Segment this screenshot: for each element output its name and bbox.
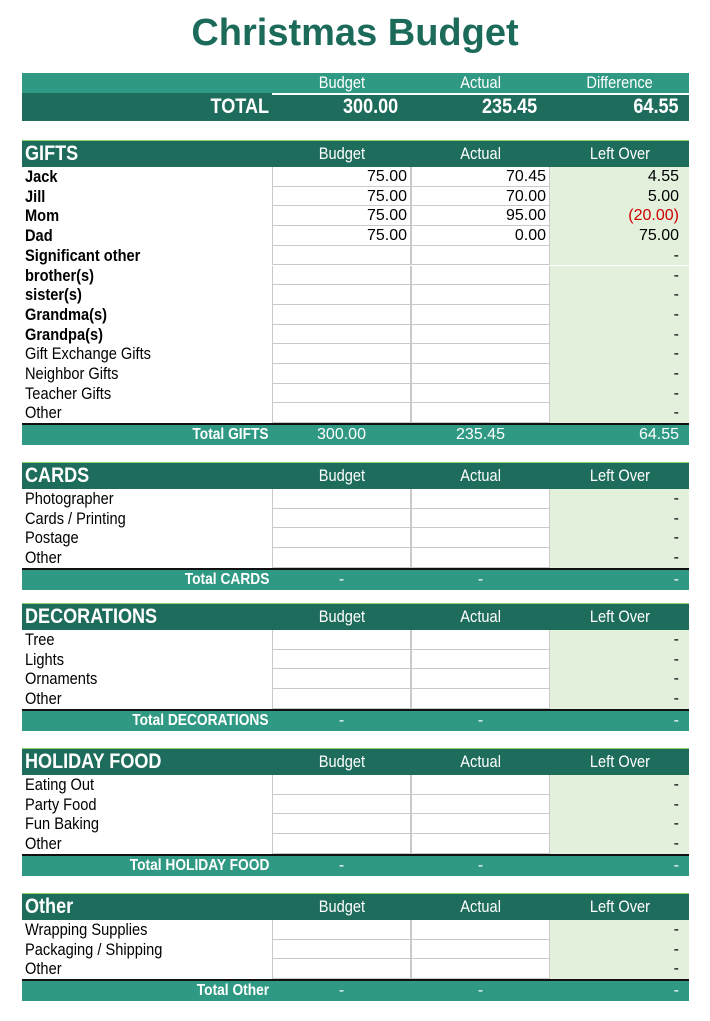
actual-cell[interactable]: 0.00 <box>411 226 550 246</box>
section-total-actual: - <box>477 711 484 729</box>
column-header-budget: Budget <box>318 466 365 485</box>
actual-cell[interactable] <box>411 940 550 960</box>
row-label: Significant other <box>25 245 141 265</box>
row-label: Other <box>25 959 62 979</box>
budget-cell[interactable] <box>272 344 411 364</box>
left-over-cell: - <box>550 814 689 834</box>
table-row <box>22 630 689 650</box>
actual-cell[interactable] <box>411 630 550 650</box>
column-header-budget: Budget <box>318 752 365 771</box>
section-total-label: Total DECORATIONS <box>132 711 269 729</box>
row-label: Tree <box>25 630 55 649</box>
table-row <box>22 814 689 834</box>
section-total-left-over: - <box>673 570 679 588</box>
column-header-actual: Actual <box>460 607 501 626</box>
section-total-label: Total CARDS <box>184 570 269 588</box>
section-cards <box>22 462 689 590</box>
row-label: Party Food <box>25 794 97 814</box>
row-label: Wrapping Supplies <box>25 920 148 939</box>
left-over-cell: 75.00 <box>550 226 689 246</box>
summary-total-label: TOTAL <box>210 95 269 118</box>
table-row <box>22 226 689 246</box>
table-row <box>22 775 689 795</box>
column-header-actual: Actual <box>460 466 501 485</box>
actual-cell[interactable] <box>411 266 550 286</box>
left-over-cell: 5.00 <box>550 187 689 207</box>
left-over-cell: - <box>550 689 689 709</box>
section-total-row <box>22 423 689 445</box>
section-title: DECORATIONS <box>25 605 158 628</box>
left-over-cell: (20.00) <box>550 206 689 226</box>
table-row <box>22 187 689 207</box>
actual-cell[interactable] <box>411 384 550 404</box>
budget-cell[interactable]: 75.00 <box>272 187 411 207</box>
row-label: Neighbor Gifts <box>25 364 119 383</box>
left-over-cell: - <box>550 528 689 548</box>
section-other <box>22 893 689 1001</box>
table-row <box>22 650 689 670</box>
actual-cell[interactable] <box>411 920 550 940</box>
row-label: Grandpa(s) <box>25 324 103 344</box>
table-row <box>22 959 689 979</box>
left-over-cell: - <box>550 959 689 979</box>
row-label: Fun Baking <box>25 814 99 834</box>
budget-cell[interactable] <box>272 814 411 834</box>
column-header-left-over: Left Over <box>589 144 650 163</box>
section-header <box>22 462 689 489</box>
actual-cell[interactable]: 95.00 <box>411 206 550 226</box>
column-header-left-over: Left Over <box>589 752 650 771</box>
budget-cell[interactable] <box>272 246 411 266</box>
column-header-left-over: Left Over <box>589 897 650 916</box>
section-total-label: Total GIFTS <box>192 426 269 444</box>
left-over-cell: - <box>550 548 689 568</box>
section-total-budget: - <box>338 570 345 588</box>
section-header <box>22 603 689 630</box>
table-row <box>22 364 689 384</box>
actual-cell[interactable] <box>411 246 550 266</box>
section-total-row <box>22 568 689 590</box>
left-over-cell: - <box>550 246 689 266</box>
actual-cell[interactable]: 70.00 <box>411 187 550 207</box>
left-over-cell: - <box>550 940 689 960</box>
left-over-cell: - <box>550 669 689 689</box>
table-row <box>22 689 689 709</box>
row-label: Other <box>25 403 62 423</box>
budget-cell[interactable] <box>272 528 411 548</box>
budget-cell[interactable] <box>272 689 411 709</box>
left-over-cell: - <box>550 489 689 509</box>
summary-total-row <box>22 93 689 121</box>
section-title: HOLIDAY FOOD <box>25 750 162 773</box>
section-total-budget: - <box>338 856 345 874</box>
column-header-budget: Budget <box>318 607 365 626</box>
budget-cell[interactable] <box>272 775 411 795</box>
section-total-budget: 300.00 <box>317 426 366 444</box>
row-label: sister(s) <box>25 285 82 305</box>
section-total-left-over: - <box>673 982 679 1000</box>
summary-total-difference[interactable]: 64.55 <box>633 95 679 118</box>
section-decorations <box>22 603 689 731</box>
column-header-actual: Actual <box>460 144 501 163</box>
summary-header-actual: Actual <box>460 73 501 92</box>
table-row <box>22 669 689 689</box>
column-header-left-over: Left Over <box>589 607 650 626</box>
budget-cell[interactable] <box>272 489 411 509</box>
summary-block <box>22 73 689 121</box>
section-total-row <box>22 979 689 1001</box>
budget-cell[interactable] <box>272 403 411 423</box>
left-over-cell: - <box>550 403 689 423</box>
section-total-actual: - <box>477 982 484 1000</box>
table-row <box>22 266 689 286</box>
section-total-actual: - <box>477 856 484 874</box>
actual-cell[interactable] <box>411 814 550 834</box>
section-holiday-food <box>22 748 689 876</box>
row-label: Teacher Gifts <box>25 383 112 403</box>
budget-cell[interactable] <box>272 920 411 940</box>
actual-cell[interactable] <box>411 325 550 345</box>
section-total-left-over: 64.55 <box>638 426 679 444</box>
left-over-cell: - <box>550 834 689 854</box>
section-total-actual: 235.45 <box>456 426 505 444</box>
left-over-cell: - <box>550 650 689 670</box>
section-gifts <box>22 140 689 445</box>
budget-cell[interactable] <box>272 325 411 345</box>
left-over-cell: - <box>550 344 689 364</box>
section-header <box>22 140 689 167</box>
budget-cell[interactable] <box>272 548 411 568</box>
section-total-left-over: - <box>673 711 679 729</box>
budget-cell[interactable] <box>272 834 411 854</box>
summary-total-budget[interactable]: 300.00 <box>342 95 398 118</box>
summary-header-budget: Budget <box>318 73 365 92</box>
budget-cell[interactable]: 75.00 <box>272 167 411 187</box>
section-total-budget: - <box>338 982 345 1000</box>
budget-cell[interactable] <box>272 795 411 815</box>
budget-cell[interactable]: 75.00 <box>272 226 411 246</box>
table-row <box>22 206 689 226</box>
left-over-cell: - <box>550 325 689 345</box>
row-label: Postage <box>25 528 79 548</box>
actual-cell[interactable] <box>411 669 550 689</box>
summary-total-actual[interactable]: 235.45 <box>481 95 537 118</box>
row-label: Gift Exchange Gifts <box>25 344 151 364</box>
row-label: Photographer <box>25 489 114 508</box>
actual-cell[interactable] <box>411 959 550 979</box>
left-over-cell: 4.55 <box>550 167 689 187</box>
actual-cell[interactable] <box>411 403 550 423</box>
table-row <box>22 489 689 509</box>
row-label: Dad <box>25 226 53 246</box>
column-header-left-over: Left Over <box>589 466 650 485</box>
left-over-cell: - <box>550 775 689 795</box>
section-total-budget: - <box>338 711 345 729</box>
section-total-row <box>22 854 689 876</box>
row-label: brother(s) <box>25 265 95 285</box>
row-label: Packaging / Shipping <box>25 939 163 959</box>
table-row <box>22 167 689 187</box>
table-row <box>22 548 689 568</box>
actual-cell[interactable] <box>411 795 550 815</box>
column-header-actual: Actual <box>460 752 501 771</box>
table-row <box>22 403 689 423</box>
table-row <box>22 246 689 266</box>
budget-cell[interactable] <box>272 305 411 325</box>
table-row <box>22 528 689 548</box>
left-over-cell: - <box>550 266 689 286</box>
actual-cell[interactable] <box>411 305 550 325</box>
row-label: Other <box>25 548 62 568</box>
actual-cell[interactable] <box>411 489 550 509</box>
budget-cell[interactable] <box>272 384 411 404</box>
table-row <box>22 920 689 940</box>
row-label: Other <box>25 834 62 854</box>
row-label: Jill <box>25 186 46 206</box>
section-header <box>22 893 689 920</box>
actual-cell[interactable] <box>411 775 550 795</box>
section-total-left-over: - <box>673 856 679 874</box>
budget-cell[interactable] <box>272 650 411 670</box>
budget-cell[interactable] <box>272 266 411 286</box>
page-title-text: Christmas Budget <box>191 12 519 54</box>
section-title: GIFTS <box>25 142 79 165</box>
section-total-actual: - <box>477 570 484 588</box>
budget-cell[interactable] <box>272 669 411 689</box>
row-label: Cards / Printing <box>25 508 126 528</box>
table-row <box>22 344 689 364</box>
budget-cell[interactable] <box>272 959 411 979</box>
row-label: Lights <box>25 649 65 669</box>
budget-cell[interactable] <box>272 285 411 305</box>
page-title <box>0 8 710 58</box>
budget-cell[interactable] <box>272 630 411 650</box>
budget-cell[interactable] <box>272 940 411 960</box>
left-over-cell: - <box>550 795 689 815</box>
left-over-cell: - <box>550 630 689 650</box>
column-header-budget: Budget <box>318 144 365 163</box>
actual-cell[interactable] <box>411 509 550 529</box>
table-row <box>22 834 689 854</box>
section-total-label: Total Other <box>196 982 269 1000</box>
table-row <box>22 795 689 815</box>
column-header-budget: Budget <box>318 897 365 916</box>
table-row <box>22 285 689 305</box>
row-label: Grandma(s) <box>25 304 108 324</box>
actual-cell[interactable] <box>411 364 550 384</box>
actual-cell[interactable] <box>411 650 550 670</box>
summary-header-difference: Difference <box>586 73 653 92</box>
row-label: Mom <box>25 206 60 226</box>
table-row <box>22 384 689 404</box>
section-total-row <box>22 709 689 731</box>
section-total-label: Total HOLIDAY FOOD <box>129 856 269 874</box>
section-title: Other <box>25 895 74 918</box>
column-header-actual: Actual <box>460 897 501 916</box>
actual-cell[interactable] <box>411 285 550 305</box>
row-label: Other <box>25 689 62 709</box>
row-label: Ornaments <box>25 669 98 689</box>
table-row <box>22 305 689 325</box>
budget-cell[interactable] <box>272 364 411 384</box>
table-row <box>22 509 689 529</box>
row-label: Eating Out <box>25 775 95 794</box>
actual-cell[interactable]: 70.45 <box>411 167 550 187</box>
left-over-cell: - <box>550 305 689 325</box>
row-label: Jack <box>25 167 58 186</box>
section-header <box>22 748 689 775</box>
actual-cell[interactable] <box>411 344 550 364</box>
section-title: CARDS <box>25 464 90 487</box>
actual-cell[interactable] <box>411 548 550 568</box>
left-over-cell: - <box>550 364 689 384</box>
actual-cell[interactable] <box>411 528 550 548</box>
summary-divider <box>272 93 689 95</box>
left-over-cell: - <box>550 920 689 940</box>
table-row <box>22 325 689 345</box>
budget-cell[interactable]: 75.00 <box>272 206 411 226</box>
table-row <box>22 940 689 960</box>
summary-header <box>22 73 689 93</box>
left-over-cell: - <box>550 384 689 404</box>
actual-cell[interactable] <box>411 689 550 709</box>
left-over-cell: - <box>550 285 689 305</box>
actual-cell[interactable] <box>411 834 550 854</box>
left-over-cell: - <box>550 509 689 529</box>
budget-cell[interactable] <box>272 509 411 529</box>
